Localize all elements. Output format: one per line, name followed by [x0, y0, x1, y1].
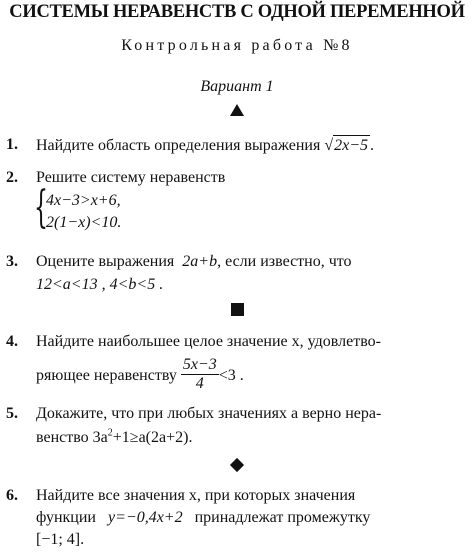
system-brace-icon: {: [34, 182, 48, 233]
task-text: Найдите область определения выражения: [36, 137, 321, 154]
system-line-1: 4x−3>x+6,: [46, 192, 121, 209]
task-text: Решите систему неравенств: [36, 169, 226, 186]
variant-label: Вариант 1: [200, 78, 274, 95]
page-subtitle: Контрольная работа №8: [121, 37, 353, 54]
task-text: Найдите наибольшее целое значение x, удовлетво-: [36, 333, 381, 350]
task-number: 1.: [6, 136, 18, 153]
task-number: 4.: [6, 333, 18, 350]
task-number: 3.: [6, 253, 18, 270]
square-icon: [0, 303, 474, 316]
expression: 2a+b: [182, 253, 218, 270]
task-5-inequality: венство $3a^2+1\ge a(2a+2)$.: [36, 427, 193, 446]
page-title: СИСТЕМЫ НЕРАВЕНСТВ С ОДНОЙ ПЕРЕМЕННОЙ: [9, 2, 465, 22]
square-root-expression: √2x−5: [324, 137, 369, 154]
task-6-function: функции y=−0,4x+2 принадлежат промежутку: [36, 509, 371, 526]
system-line-2: 2(1−x)<10.: [46, 214, 122, 231]
triangle-icon: [0, 104, 474, 116]
task-text: Найдите все значения x, при которых значения: [36, 487, 356, 504]
fraction: $\frac{5x-3}{4}$: [182, 356, 217, 392]
task-text: Докажите, что при любых значениях a верно нера-: [36, 405, 382, 422]
task-6-interval: [−1; 4].: [36, 531, 85, 548]
task-number: 2.: [6, 169, 18, 186]
task-number: 5.: [6, 405, 18, 422]
task-number: 6.: [6, 487, 18, 504]
worksheet-page: СИСТЕМЫ НЕРАВЕНСТВ С ОДНОЙ ПЕРЕМЕННОЙ Контрольная работа №8 Вариант 1 1. Найдите область определения выражения √2x−5 . 2. Решите систему неравенств { 4x−3>x+6, 2(1−x)<10. 3. Оцените выражения 2a+b, если известно, что 12<a<13 , 4<b<5 . 4. Найдите наибольшее целое значение x, удовлетво- ряющее неравенству $\frac{5x-3}{4}$ <3 . 5. Докажите, что при любых значениях a верно нера- венство $3a^2+1\ge a(2a+2)$. 6. Найдите все значения x, при которых значения функции y=−0,4x+2 принадлежат промежутку [−1; 4].: [0, 0, 474, 556]
task-3-condition: 12<a<13 , 4<b<5 .: [36, 276, 164, 293]
diamond-icon: [0, 458, 474, 470]
task-4-inequality: ряющее неравенству $\frac{5x-3}{4}$ <3 .: [36, 356, 244, 392]
